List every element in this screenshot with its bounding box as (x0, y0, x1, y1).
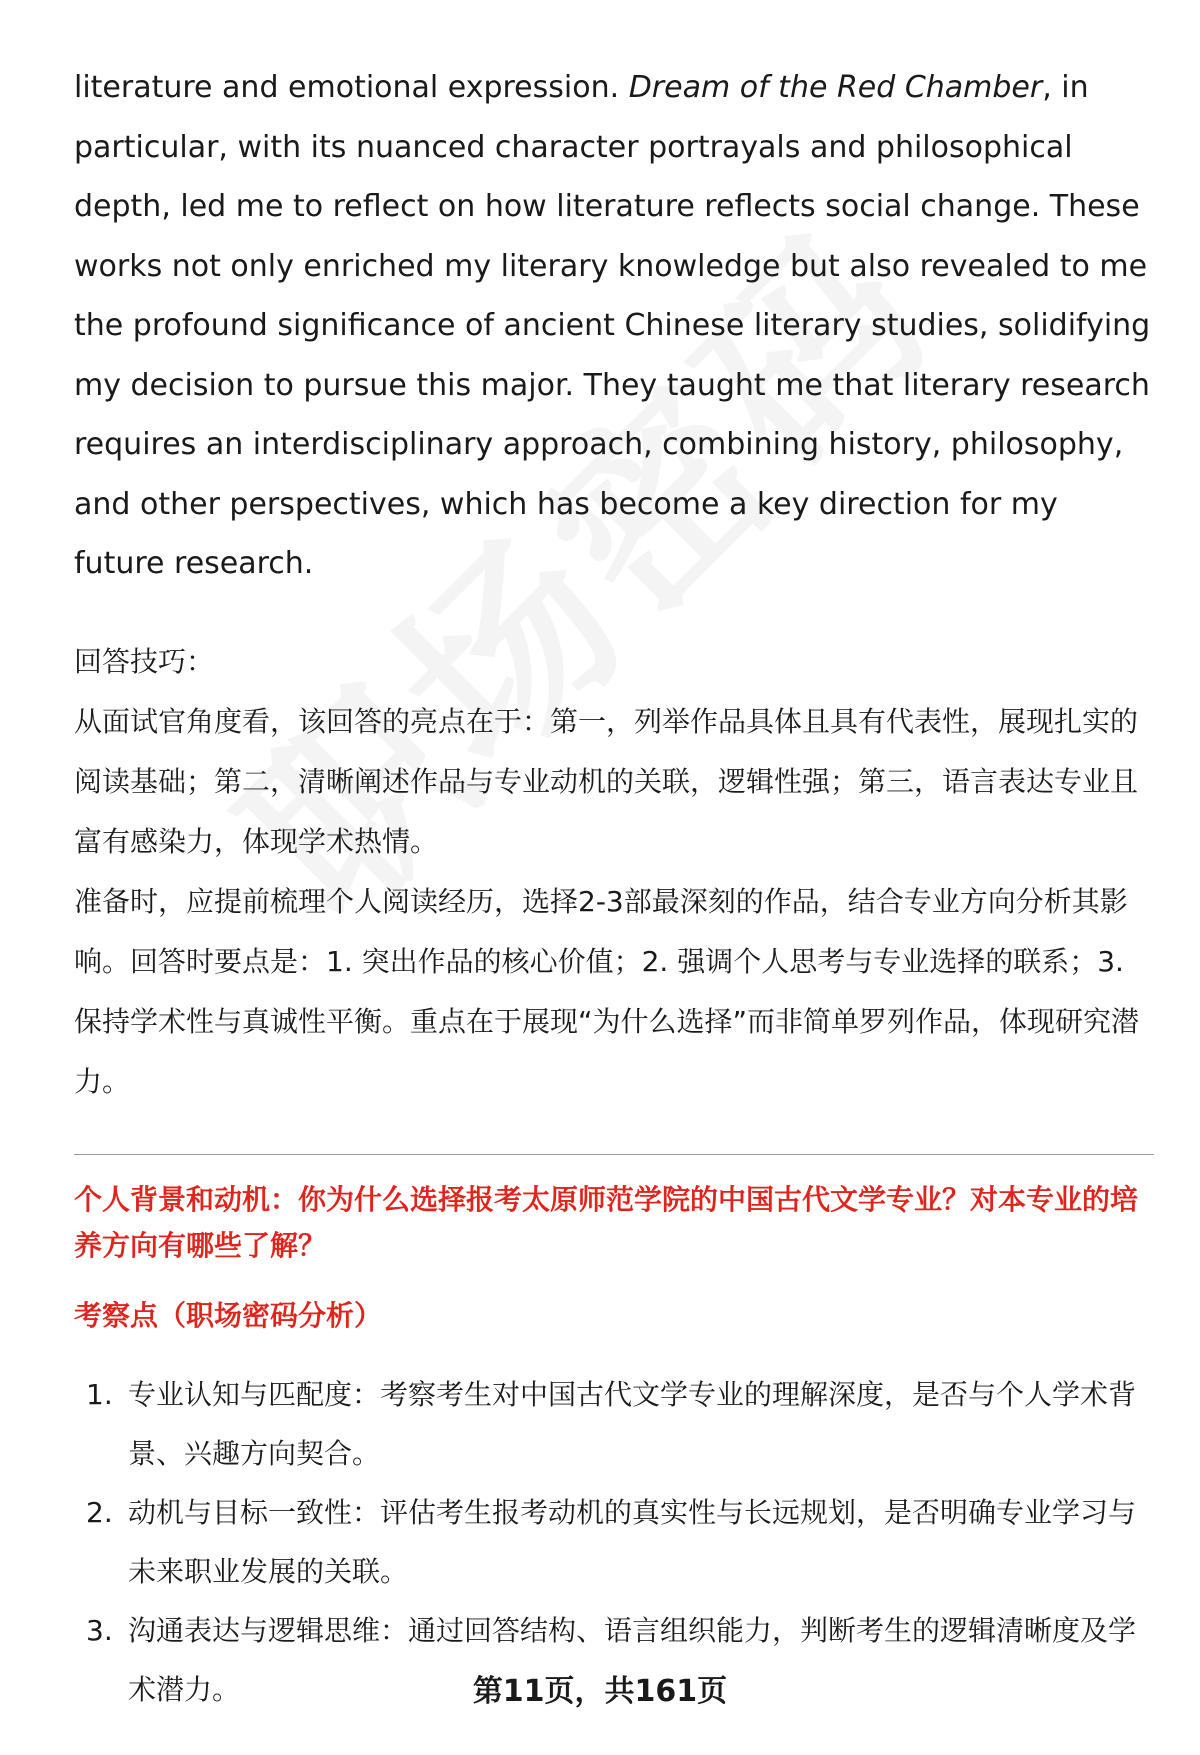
list-item-text: 动机与目标一致性：评估考生报考动机的真实性与长远规划，是否明确专业学习与未来职业发展的关联。 (128, 1495, 1137, 1588)
paragraph-text-start: literature and emotional expression. (74, 70, 629, 105)
book-title: Dream of the Red Chamber (628, 70, 1043, 105)
section-divider (74, 1154, 1154, 1155)
list-number: 3. (86, 1613, 113, 1647)
tips-heading: 回答技巧： (74, 644, 215, 678)
preparation-paragraph: 准备时，应提前梳理个人阅读经历，选择2-3部最深刻的作品，结合专业方向分析其影响。回答时要点是：1. 突出作品的核心价值；2. 强调个人思考与专业选择的联系；3. 保持学术性与真诚性平衡。重点在于展现“为什么选择”而非简单罗列作品，体现研究潜力。 (74, 884, 1140, 1098)
list-item (74, 1365, 1154, 1483)
english-answer-paragraph (74, 58, 1154, 594)
page-number: 第11页，共161页 (472, 1674, 728, 1709)
assessment-points-list (74, 1365, 1154, 1719)
question-heading: 个人背景和动机：你为什么选择报考太原师范学院的中国古代文学专业？对本专业的培养方向有哪些了解？ (74, 1182, 1139, 1262)
paragraph-text-rest: , in particular, with its nuanced character portrayals and philosophical depth, led me to reflect on how literature reflects social change. These works not only enriched my literary knowledge but also revealed to me the profound significance of ancient Chinese literary studies, solidifying my decision to pursue this major. They taught me that literary research requires an interdisciplinary approach, combining history, philosophy, and other perspectives, which has become a key direction for my future research. (74, 70, 1151, 581)
tips-paragraph: 从面试官角度看，该回答的亮点在于：第一，列举作品具体且具有代表性，展现扎实的阅读基础；第二，清晰阐述作品与专业动机的关联，逻辑性强；第三，语言表达专业且富有感染力，体现学术热情。 (74, 704, 1139, 858)
list-item-text: 专业认知与匹配度：考察考生对中国古代文学专业的理解深度，是否与个人学术背景、兴趣方向契合。 (128, 1377, 1137, 1470)
assessment-heading: 考察点（职场密码分析） (74, 1298, 383, 1332)
page-content (74, 58, 1154, 1719)
list-item (74, 1483, 1154, 1601)
list-item-text: 沟通表达与逻辑思维：通过回答结构、语言组织能力，判断考生的逻辑清晰度及学术潜力。 (128, 1613, 1137, 1706)
list-number: 2. (86, 1495, 113, 1529)
list-number: 1. (86, 1377, 113, 1411)
